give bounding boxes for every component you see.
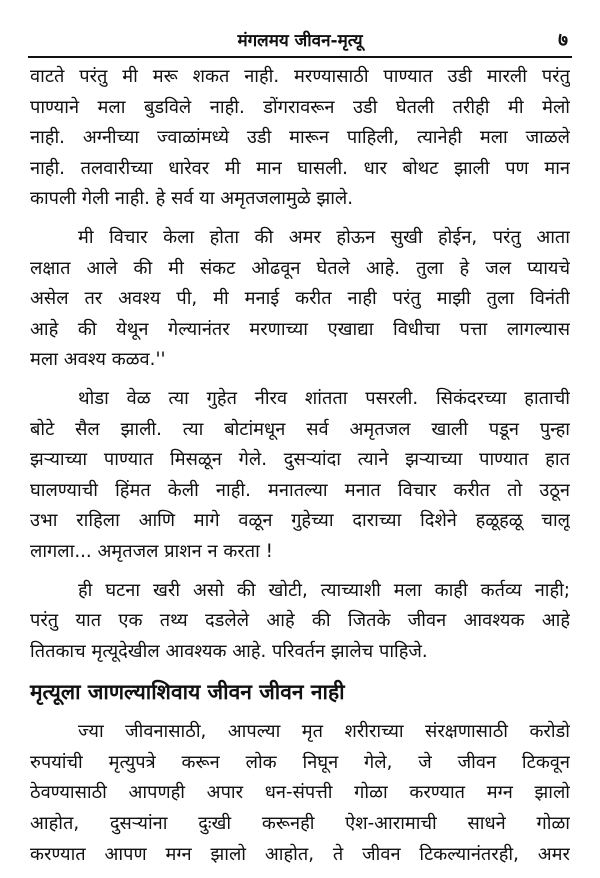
section-heading: मृत्यूला जाणल्याशिवाय जीवन जीवन नाही <box>30 680 345 705</box>
paragraph-1 <box>30 62 570 215</box>
text-line: कापली गेली नाही. हे सर्व या अमृतजलामुळे झाले. <box>30 188 354 210</box>
paragraph-2 <box>30 223 570 376</box>
text-line: थोडा वेळ त्या गुहेत नीरव शांतता पसरली. सिकंदरच्या हाताची <box>78 387 570 409</box>
text-line: नाही. अग्नीच्या ज्वाळांमध्ये उडी मारून पाहिली, त्यानेही मला जाळले <box>30 127 570 149</box>
text-line: झऱ्याच्या पाण्यात मिसळून गेले. दुसऱ्यांदा त्याने झऱ्याच्या पाण्यात हात <box>30 449 570 471</box>
running-header <box>28 26 572 58</box>
text-line: रुपयांची मृत्युपत्रे करून लोक निघून गेले, जे जीवन टिकवून <box>30 751 570 773</box>
text-line: घालण्याची हिंमत केली नाही. मनातल्या मनात विचार करीत तो उठून <box>30 479 570 501</box>
paragraph-4 <box>30 576 570 668</box>
page-number: ७ <box>558 29 568 51</box>
text-line: लक्षात आले की मी संकट ओढवून घेतले आहे. तुला हे जल प्यायचे <box>30 257 570 279</box>
text-line: ही घटना खरी असो की खोटी, त्याच्याशी मला काही कर्तव्य नाही; <box>78 579 570 601</box>
text-line: ठेवण्यासाठी आपणही अपार धन-संपत्ती गोळा करण्यात मग्न झालो <box>30 782 570 804</box>
text-line: तितकाच मृत्यूदेखील आवश्यक आहे. परिवर्तन झालेच पाहिजे. <box>30 640 428 662</box>
text-line: वाटते परंतु मी मरू शकत नाही. मरण्यासाठी पाण्यात उडी मारली परंतु <box>30 66 570 87</box>
header-title: मंगलमय जीवन-मृत्यू <box>237 31 363 51</box>
text-line: पाण्याने मला बुडविले नाही. डोंगरावरून उडी घेतली तरीही मी मेलो <box>30 96 570 118</box>
body-text <box>30 62 570 878</box>
text-line: मी विचार केला होता की अमर होऊन सुखी होईन, परंतु आता <box>78 226 570 248</box>
text-line: आहोत, दुसऱ्यांना दुःखी करूनही ऐश-आरामाची साधने गोळा <box>30 813 570 835</box>
paragraph-5 <box>30 717 570 870</box>
text-line: ज्या जीवनासाठी, आपल्या मृत शरीराच्या संरक्षणासाठी करोडो <box>78 721 570 743</box>
text-line: आहे की येथून गेल्यानंतर मरणाच्या एखाद्या विधीचा पत्ता लागल्यास <box>30 318 570 340</box>
text-line: मला अवश्य कळव.'' <box>30 349 166 371</box>
text-line: लागला... अमृतजल प्राशन न करता ! <box>30 540 273 562</box>
text-line: करण्यात आपण मग्न झालो आहोत, ते जीवन टिकल्यानंतरही, अमर <box>30 843 570 865</box>
text-line: बोटे सैल झाली. त्या बोटांमधून सर्व अमृतजल खाली पडून पुन्हा <box>30 418 570 440</box>
text-line: उभा राहिला आणि मागे वळून गुहेच्या दाराच्या दिशेने हळूहळू चालू <box>30 510 570 532</box>
text-line: असेल तर अवश्य पी, मी मनाई करीत नाही परंतु माझी तुला विनंती <box>30 288 570 310</box>
text-line: परंतु यात एक तथ्य दडलेले आहे की जितके जीवन आवश्यक आहे <box>30 610 570 632</box>
text-line: नाही. तलवारीच्या धारेवर मी मान घासली. धार बोथट झाली पण मान <box>30 157 570 179</box>
paragraph-3 <box>30 384 570 568</box>
